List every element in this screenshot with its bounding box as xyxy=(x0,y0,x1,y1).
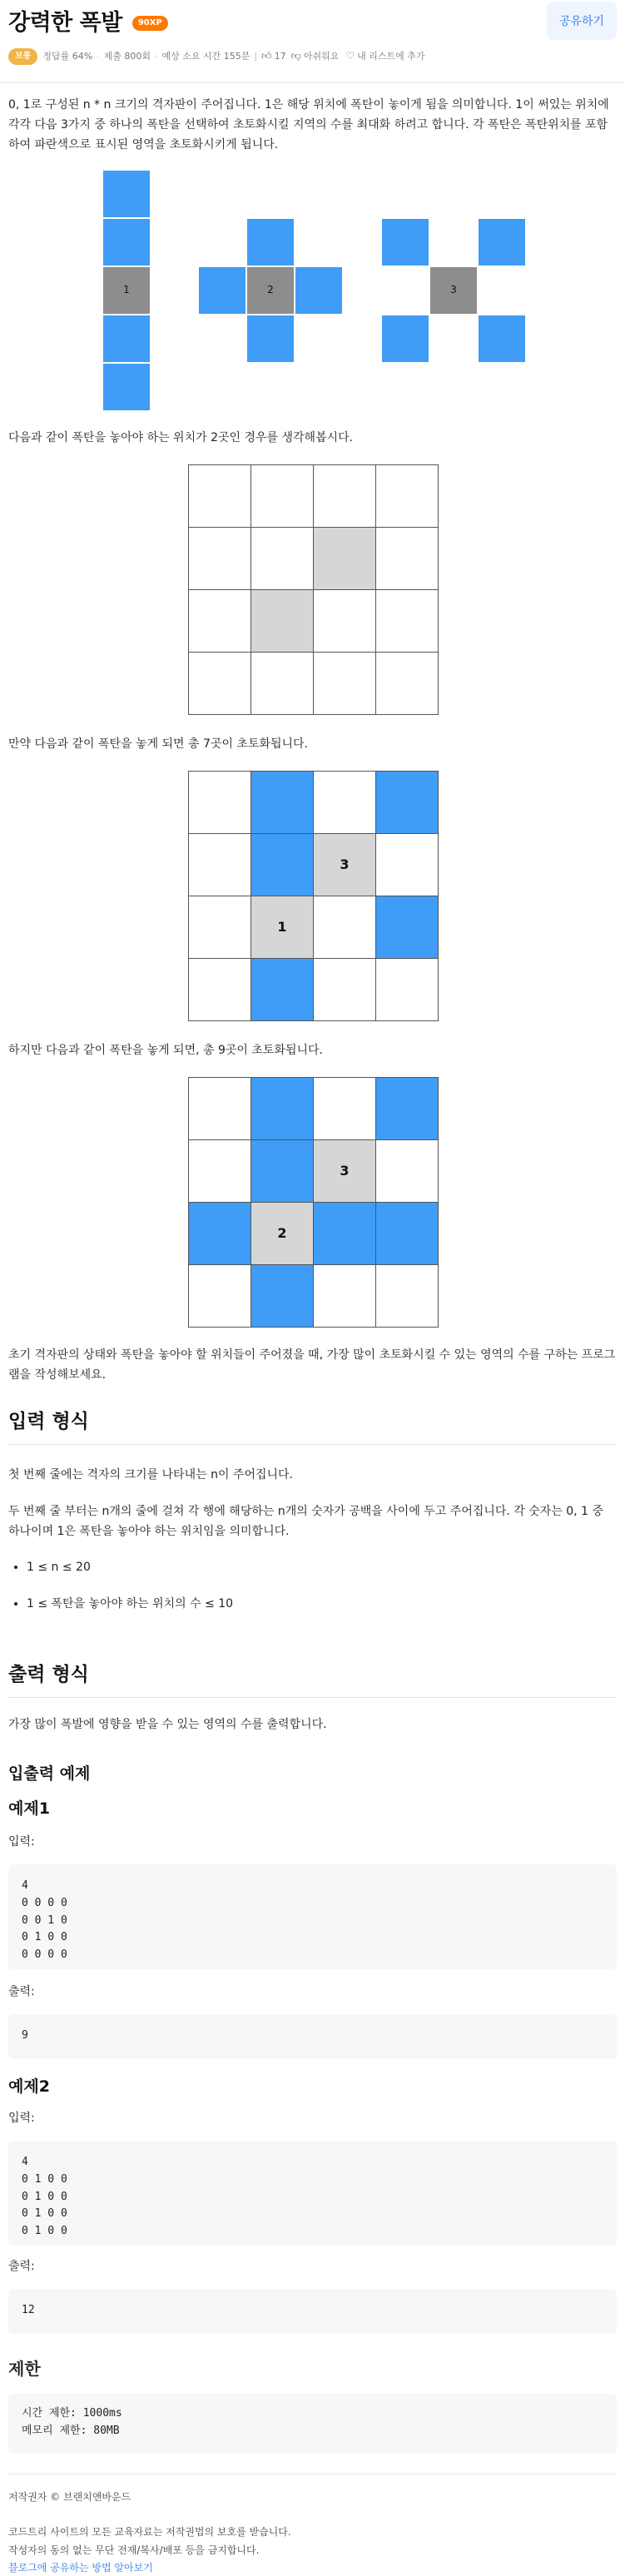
grid-cell xyxy=(314,1078,376,1140)
input-line-1: 첫 번째 줄에는 격자의 크기를 나타내는 n이 주어집니다. xyxy=(8,1468,294,1482)
grid-cell xyxy=(189,590,251,653)
example-1-input-label: 입력: xyxy=(8,1835,35,1849)
grid-cell xyxy=(189,1265,251,1328)
submissions-text: 제출 800회 xyxy=(103,51,151,62)
xp-badge: 90XP xyxy=(132,16,168,31)
example-2-output-label: 출력: xyxy=(8,2260,35,2273)
example-2-input-code[interactable]: 4 0 1 0 0 0 1 0 0 0 1 0 0 0 1 0 0 xyxy=(8,2141,617,2246)
example-grid-initial xyxy=(188,464,439,715)
blog-share-link[interactable]: 블로그에 공유하는 방법 알아보기 xyxy=(8,2562,153,2574)
grid-cell xyxy=(376,1140,439,1203)
meta-separator: · xyxy=(97,51,100,62)
bomb2-blast-cell xyxy=(295,266,343,315)
thumbs-down-icon[interactable]: 👎︎ xyxy=(290,50,301,62)
grid-cell xyxy=(189,465,251,528)
example-2-title: 예제2 xyxy=(8,2077,50,2096)
grid-cell xyxy=(314,959,376,1021)
grid-cell xyxy=(314,772,376,834)
level-badge: 보통 xyxy=(8,48,37,65)
constraint-item: • 1 ≤ 폭탄을 놓아야 하는 위치의 수 ≤ 10 xyxy=(27,1595,617,1613)
output-line-1: 가장 많이 폭발에 영향을 받을 수 있는 영역의 수를 출력합니다. xyxy=(8,1718,327,1731)
grid-cell xyxy=(314,896,376,959)
grid-cell-bomb: 3 xyxy=(314,834,376,896)
example-1-output-code[interactable]: 9 xyxy=(8,2014,617,2059)
grid-cell-blast xyxy=(251,959,314,1021)
bomb2-blast-cell xyxy=(246,315,295,363)
bomb1-center-cell: 1 xyxy=(102,266,151,315)
bomb1-blast-cell xyxy=(102,363,151,411)
bomb3-blast-cell xyxy=(478,218,526,266)
example-1-title: 예제1 xyxy=(8,1799,50,1818)
share-button[interactable]: 공유하기 xyxy=(547,2,617,40)
grid-cell-blast xyxy=(251,834,314,896)
title-row xyxy=(8,5,168,41)
grid-cell-blast xyxy=(251,1140,314,1203)
case1-text: 만약 다음과 같이 폭탄을 놓게 되면 총 7곳이 초토화됩니다. xyxy=(8,737,309,751)
grid-cell xyxy=(189,959,251,1021)
bomb1-blast-cell xyxy=(102,218,151,266)
input-format-title: 입력 형식 xyxy=(8,1407,617,1445)
bomb-types-figure xyxy=(8,170,617,419)
grid-cell-bomb xyxy=(314,528,376,590)
grid-cell-blast xyxy=(189,1203,251,1265)
example-2-input-label: 입력: xyxy=(8,2112,35,2125)
problem-meta xyxy=(8,48,425,65)
grid-cell xyxy=(376,590,439,653)
grid-cell-bomb: 2 xyxy=(251,1203,314,1265)
grid-cell xyxy=(314,653,376,715)
grid-cell xyxy=(314,465,376,528)
grid-cell xyxy=(189,1078,251,1140)
grid-cell xyxy=(376,528,439,590)
add-to-list-label[interactable]: 내 리스트에 추가 xyxy=(357,51,425,62)
page-title: 강력한 폭발 xyxy=(8,10,122,36)
grid-cell xyxy=(251,653,314,715)
problem-header xyxy=(0,0,625,83)
grid-cell-blast xyxy=(314,1203,376,1265)
copyright-text: 저작권자 © 브랜치앤바운드 xyxy=(8,2491,131,2503)
example-grid-case2 xyxy=(188,1077,439,1328)
example-1-input-code[interactable]: 4 0 0 0 0 0 0 1 0 0 1 0 0 0 0 0 0 xyxy=(8,1864,617,1969)
meta-separator: | xyxy=(254,51,258,62)
bomb3-blast-cell xyxy=(381,315,429,363)
grid-cell-blast xyxy=(376,772,439,834)
limits-box: 시간 제한: 1000ms 메모리 제한: 80MB xyxy=(8,2394,617,2454)
grid-cell xyxy=(251,528,314,590)
grid-cell-blast xyxy=(376,896,439,959)
example-1-output-label: 출력: xyxy=(8,1985,35,1998)
grid-cell xyxy=(376,834,439,896)
bomb2-center-cell: 2 xyxy=(246,266,295,315)
accuracy-text: 정답률 64% xyxy=(42,51,93,62)
bomb2-blast-cell xyxy=(198,266,246,315)
examples-title: 입출력 예제 xyxy=(8,1764,91,1783)
footer-notice-2: 작성자의 동의 없는 무단 전재/복사/배포 등을 금지합니다. xyxy=(8,2544,260,2556)
grid-cell xyxy=(189,528,251,590)
grid-cell xyxy=(189,653,251,715)
bomb1-blast-cell xyxy=(102,315,151,363)
dislike-label[interactable]: 아쉬워요 xyxy=(303,51,340,62)
grid-cell xyxy=(251,465,314,528)
meta-separator: · xyxy=(155,51,158,62)
grid-cell-bomb xyxy=(251,590,314,653)
grid-cell-bomb: 1 xyxy=(251,896,314,959)
grid-cell xyxy=(314,590,376,653)
grid-cell xyxy=(189,1140,251,1203)
grid-cell xyxy=(189,772,251,834)
example-grid-case1 xyxy=(188,771,439,1021)
grid-cell-bomb: 3 xyxy=(314,1140,376,1203)
grid-cell-blast xyxy=(376,1078,439,1140)
grid-cell xyxy=(376,1265,439,1328)
bomb2-blast-cell xyxy=(246,218,295,266)
grid-cell-blast xyxy=(251,772,314,834)
likes-count: 17 xyxy=(274,51,286,62)
constraint-item: • 1 ≤ n ≤ 20 xyxy=(27,1558,617,1576)
thumbs-up-icon[interactable]: 👍︎ xyxy=(261,50,272,62)
bomb3-blast-cell xyxy=(381,218,429,266)
grid-cell xyxy=(189,896,251,959)
case2-text: 하지만 다음과 같이 폭탄을 놓게 되면, 총 9곳이 초토화됩니다. xyxy=(8,1044,323,1057)
limits-title: 제한 xyxy=(8,2359,41,2379)
bomb3-center-cell: 3 xyxy=(429,266,478,315)
grid-cell-blast xyxy=(376,1203,439,1265)
bomb3-blast-cell xyxy=(478,315,526,363)
problem-intro: 0, 1로 구성된 n * n 크기의 격자판이 주어집니다. 1은 해당 위치에 폭탄이 놓이게 됨을 의미합니다. 1이 써있는 위치에 각각 다음 3가지 중 하나의 폭탄을 선택하여 초토화시킬 지역의 수를 최대화 하려고 합니다. 각 폭탄은 폭탄위치를 포함하여 파란색으로 표시된 영역을 초토화시키게 됩니다. xyxy=(8,98,609,152)
grid-cell xyxy=(376,959,439,1021)
footer-notice-1: 코드트리 사이트의 모든 교육자료는 저작권법의 보호를 받습니다. xyxy=(8,2526,291,2538)
example-intro-text: 다음과 같이 폭탄을 놓아야 하는 위치가 2곳인 경우를 생각해봅시다. xyxy=(8,431,354,444)
example-2-output-code[interactable]: 12 xyxy=(8,2289,617,2334)
grid-cell-blast xyxy=(251,1078,314,1140)
time-text: 예상 소요 시간 155분 xyxy=(161,51,250,62)
grid-cell xyxy=(189,834,251,896)
grid-cell xyxy=(314,1265,376,1328)
constraints-list xyxy=(8,1558,617,1632)
grid-cell xyxy=(376,653,439,715)
bomb1-blast-cell xyxy=(102,170,151,218)
grid-cell-blast xyxy=(251,1265,314,1328)
grid-cell xyxy=(376,465,439,528)
input-line-2: 두 번째 줄 부터는 n개의 줄에 걸쳐 각 행에 해당하는 n개의 숫자가 공백을 사이에 두고 주어집니다. 각 숫자는 0, 1 중 하나이며 1은 폭탄을 놓아야 하는 위치임을 의미합니다. xyxy=(8,1505,603,1539)
output-format-title: 출력 형식 xyxy=(8,1660,617,1698)
heart-icon[interactable]: ♡ xyxy=(345,50,355,62)
problem-question: 초기 격자판의 상태와 폭탄을 놓아야 할 위치들이 주어졌을 때, 가장 많이 초토화시킬 수 있는 영역의 수를 구하는 프로그램을 작성해보세요. xyxy=(8,1348,616,1382)
